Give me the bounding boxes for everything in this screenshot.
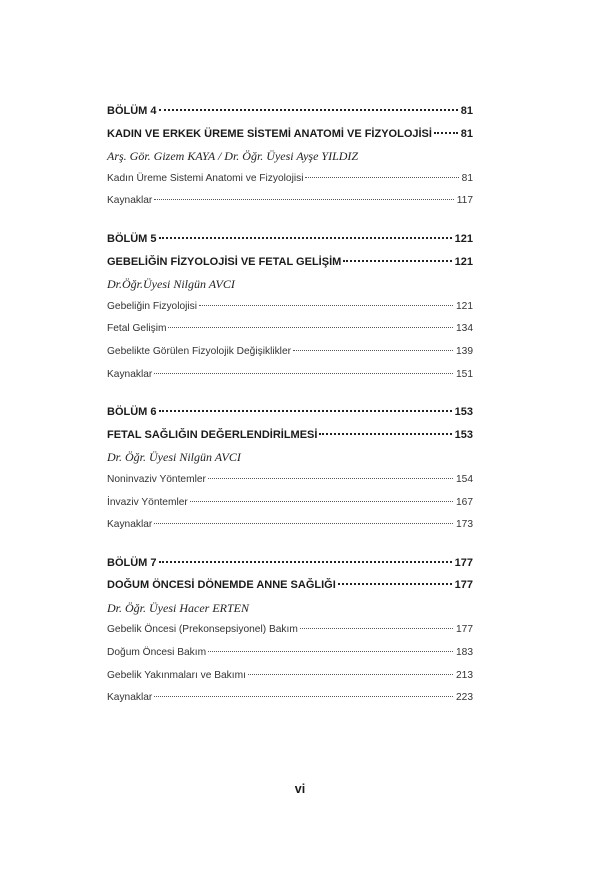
page-number: 134 xyxy=(456,323,473,335)
page-number: 167 xyxy=(456,496,473,508)
page-number: 151 xyxy=(456,368,473,380)
dot-leader xyxy=(338,582,452,585)
toc-entry[interactable] xyxy=(107,168,473,191)
entry-label: Noninvaziv Yöntemler xyxy=(107,473,206,485)
chapter-title: GEBELİĞİN FİZYOLOJİSİ VE FETAL GELİŞİM xyxy=(107,255,342,268)
entry-label: Gebelik Öncesi (Prekonsepsiyonel) Bakım xyxy=(107,624,298,636)
toc-section-bolum-4 xyxy=(107,100,473,213)
entry-label: Kaynaklar xyxy=(107,368,153,380)
dot-leader xyxy=(434,131,458,134)
chapter-author: Arş. Gör. Gizem KAYA / Dr. Öğr. Üyesi Ayşe YILDIZ xyxy=(107,149,359,164)
chapter-author: Dr. Öğr. Üyesi Nilgün AVCI xyxy=(107,450,241,465)
page-number: 121 xyxy=(454,232,473,245)
entry-label: Kadın Üreme Sistemi Anatomi ve Fizyolojisi xyxy=(107,172,304,184)
toc-entry[interactable] xyxy=(107,687,473,710)
page-number: 81 xyxy=(461,172,473,184)
dot-leader xyxy=(168,326,453,328)
page-number: 173 xyxy=(456,519,473,531)
toc-entry[interactable] xyxy=(107,642,473,665)
dot-leader xyxy=(208,477,453,479)
entry-label: Kaynaklar xyxy=(107,195,153,207)
page-number: 154 xyxy=(456,473,473,485)
entry-label: Kaynaklar xyxy=(107,692,153,704)
dot-leader xyxy=(199,304,453,306)
toc-entry[interactable] xyxy=(107,364,473,387)
page-number: 223 xyxy=(456,692,473,704)
chapter-title: DOĞUM ÖNCESİ DÖNEMDE ANNE SAĞLIĞI xyxy=(107,579,336,592)
dot-leader xyxy=(208,650,453,652)
page-number: 121 xyxy=(456,300,473,312)
page-number: 213 xyxy=(456,669,473,681)
entry-label: Fetal Gelişim xyxy=(107,323,167,335)
chapter-title-row[interactable] xyxy=(107,123,473,146)
chapter-title: FETAL SAĞLIĞIN DEĞERLENDİRİLMESİ xyxy=(107,428,318,441)
chapter-label: BÖLÜM 7 xyxy=(107,556,157,569)
page-number: 121 xyxy=(454,255,473,268)
entry-label: Gebeliğin Fizyolojisi xyxy=(107,300,198,312)
toc-entry[interactable] xyxy=(107,469,473,492)
page-number: 177 xyxy=(454,579,473,592)
chapter-title-row[interactable] xyxy=(107,424,473,447)
dot-leader xyxy=(159,409,452,412)
dot-leader xyxy=(248,673,453,675)
toc-section-bolum-6 xyxy=(107,401,473,537)
chapter-label: BÖLÜM 6 xyxy=(107,406,157,419)
dot-leader xyxy=(305,176,458,178)
dot-leader xyxy=(154,198,453,200)
toc-entry[interactable] xyxy=(107,514,473,537)
page-number: 139 xyxy=(456,345,473,357)
page-number: 117 xyxy=(456,195,473,207)
toc-entry[interactable] xyxy=(107,190,473,213)
page-number: 183 xyxy=(456,647,473,659)
dot-leader xyxy=(159,236,452,239)
page-number: 177 xyxy=(454,556,473,569)
chapter-row[interactable] xyxy=(107,401,473,424)
chapter-author: Dr.Öğr.Üyesi Nilgün AVCI xyxy=(107,277,235,292)
toc-entry[interactable] xyxy=(107,665,473,688)
entry-label: Kaynaklar xyxy=(107,519,153,531)
page-number: 177 xyxy=(456,624,473,636)
toc-section-bolum-5 xyxy=(107,228,473,386)
entry-label: İnvaziv Yöntemler xyxy=(107,496,188,508)
page-number: 81 xyxy=(460,105,473,117)
dot-leader xyxy=(159,560,452,563)
entry-label: Doğum Öncesi Bakım xyxy=(107,647,207,659)
chapter-author: Dr. Öğr. Üyesi Hacer ERTEN xyxy=(107,600,249,615)
dot-leader xyxy=(343,259,451,262)
toc-entry[interactable] xyxy=(107,341,473,364)
toc-entry[interactable] xyxy=(107,492,473,515)
page-folio: vi xyxy=(294,782,306,796)
chapter-title: KADIN VE ERKEK ÜREME SİSTEMİ ANATOMİ VE FİZYOLOJİSİ xyxy=(107,127,432,140)
toc-entry[interactable] xyxy=(107,318,473,341)
toc-entry[interactable] xyxy=(107,296,473,319)
dot-leader xyxy=(154,522,453,524)
entry-label: Gebelik Yakınmaları ve Bakımı xyxy=(107,669,246,681)
dot-leader xyxy=(300,627,453,629)
chapter-row[interactable] xyxy=(107,100,473,123)
dot-leader xyxy=(190,500,453,502)
dot-leader xyxy=(159,108,458,111)
chapter-title-row[interactable] xyxy=(107,251,473,274)
toc-entry[interactable] xyxy=(107,619,473,642)
page-number: 81 xyxy=(460,127,473,140)
page-number: 153 xyxy=(454,428,473,441)
chapter-label: BÖLÜM 5 xyxy=(107,232,157,245)
toc-section-bolum-7 xyxy=(107,552,473,710)
chapter-title-row[interactable] xyxy=(107,574,473,597)
chapter-row[interactable] xyxy=(107,552,473,575)
dot-leader xyxy=(319,432,451,435)
dot-leader xyxy=(154,695,453,697)
dot-leader xyxy=(293,349,453,351)
chapter-label: BÖLÜM 4 xyxy=(107,105,157,117)
chapter-row[interactable] xyxy=(107,228,473,251)
entry-label: Gebelikte Görülen Fizyolojik Değişiklikler xyxy=(107,345,292,357)
table-of-contents xyxy=(107,100,473,725)
dot-leader xyxy=(154,372,453,374)
page-number: 153 xyxy=(454,406,473,419)
